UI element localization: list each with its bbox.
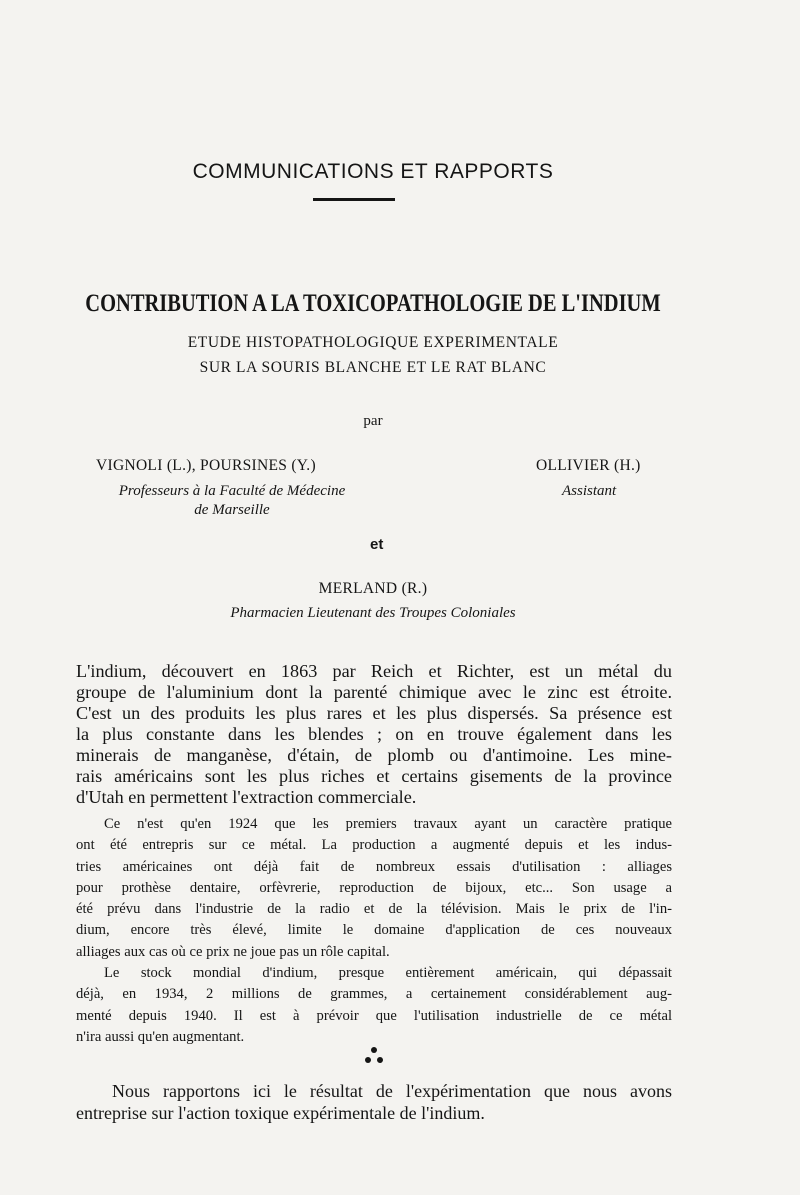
- affiliation-left-line-1: Professeurs à la Faculté de Médecine: [118, 483, 346, 499]
- para3-line: déjà, en 1934, 2 millions de grammes, a certainement considérablement aug-: [76, 986, 672, 1003]
- intro-line: minerais de manganèse, d'étain, de plomb ou d'antimoine. Les mine-: [76, 745, 672, 765]
- intro-line: groupe de l'aluminium dont la parenté chimique avec le zinc est étroite.: [76, 682, 672, 702]
- intro-paragraph: [76, 661, 672, 808]
- paragraph-3: [76, 963, 672, 1048]
- para2-line: alliages aux cas où ce prix ne joue pas un rôle capital.: [76, 943, 390, 960]
- para3-line: menté depuis 1940. Il est à prévoir que l'utilisation industrielle de ce métal: [76, 1007, 672, 1024]
- para2-line: pour prothèse dentaire, orfèvrerie, reproduction de bijoux, etc... Son usage a: [76, 879, 672, 896]
- paragraph-2: [76, 814, 672, 963]
- para2-line: été prévu dans l'industrie de la radio et de la télévision. Mais le prix de l'in-: [76, 901, 672, 918]
- subtitle-line-2: SUR LA SOURIS BLANCHE ET LE RAT BLANC: [199, 359, 547, 376]
- para2-line: tries américaines ont déjà fait de nombreux essais d'utilisation : alliages: [76, 858, 672, 875]
- intro-line: C'est un des produits les plus rares et les plus dispersés. Sa présence est: [76, 703, 672, 723]
- intro-line: d'Utah en permettent l'extraction commerciale.: [76, 787, 417, 807]
- by-label: par: [363, 413, 383, 429]
- authors-left: VIGNOLI (L.), POURSINES (Y.): [96, 457, 316, 474]
- para2-line: ont été entrepris sur ce métal. La production a augmenté depuis et les indus-: [76, 837, 672, 854]
- authors-right: OLLIVIER (H.): [536, 457, 641, 474]
- author-third: MERLAND (R.): [318, 580, 428, 597]
- header-rule: [313, 198, 395, 201]
- asterism-icon: [360, 1045, 388, 1069]
- closing-line: entreprise sur l'action toxique expérimentale de l'indium.: [76, 1103, 485, 1123]
- closing-paragraph: [76, 1080, 672, 1124]
- intro-line: L'indium, découvert en 1863 par Reich et Richter, est un métal du: [76, 661, 672, 681]
- closing-line: Nous rapportons ici le résultat de l'expérimentation que nous avons: [112, 1081, 672, 1101]
- and-label: et: [370, 536, 384, 553]
- affiliation-third: Pharmacien Lieutenant des Troupes Coloniales: [230, 605, 516, 621]
- affiliation-right: Assistant: [562, 483, 617, 499]
- article-title: CONTRIBUTION A LA TOXICOPATHOLOGIE DE L'INDIUM: [85, 290, 661, 317]
- intro-line: la plus constante dans les blendes ; on en trouve également dans les: [76, 724, 672, 744]
- para3-line: Le stock mondial d'indium, presque entièrement américain, qui dépassait: [104, 965, 672, 981]
- intro-line: rais américains sont les plus riches et certains gisements de la province: [76, 766, 672, 786]
- subtitle-line-1: ETUDE HISTOPATHOLOGIQUE EXPERIMENTALE: [187, 334, 559, 351]
- affiliation-left-line-2: de Marseille: [194, 502, 270, 518]
- affiliation-left: [76, 483, 388, 519]
- para3-line: n'ira aussi qu'en augmentant.: [76, 1028, 245, 1045]
- para2-line: Ce n'est qu'en 1924 que les premiers travaux ayant un caractère pratique: [104, 816, 672, 832]
- section-header: COMMUNICATIONS ET RAPPORTS: [192, 160, 554, 183]
- para2-line: dium, encore très élevé, limite le domaine d'application de ces nouveaux: [76, 922, 672, 939]
